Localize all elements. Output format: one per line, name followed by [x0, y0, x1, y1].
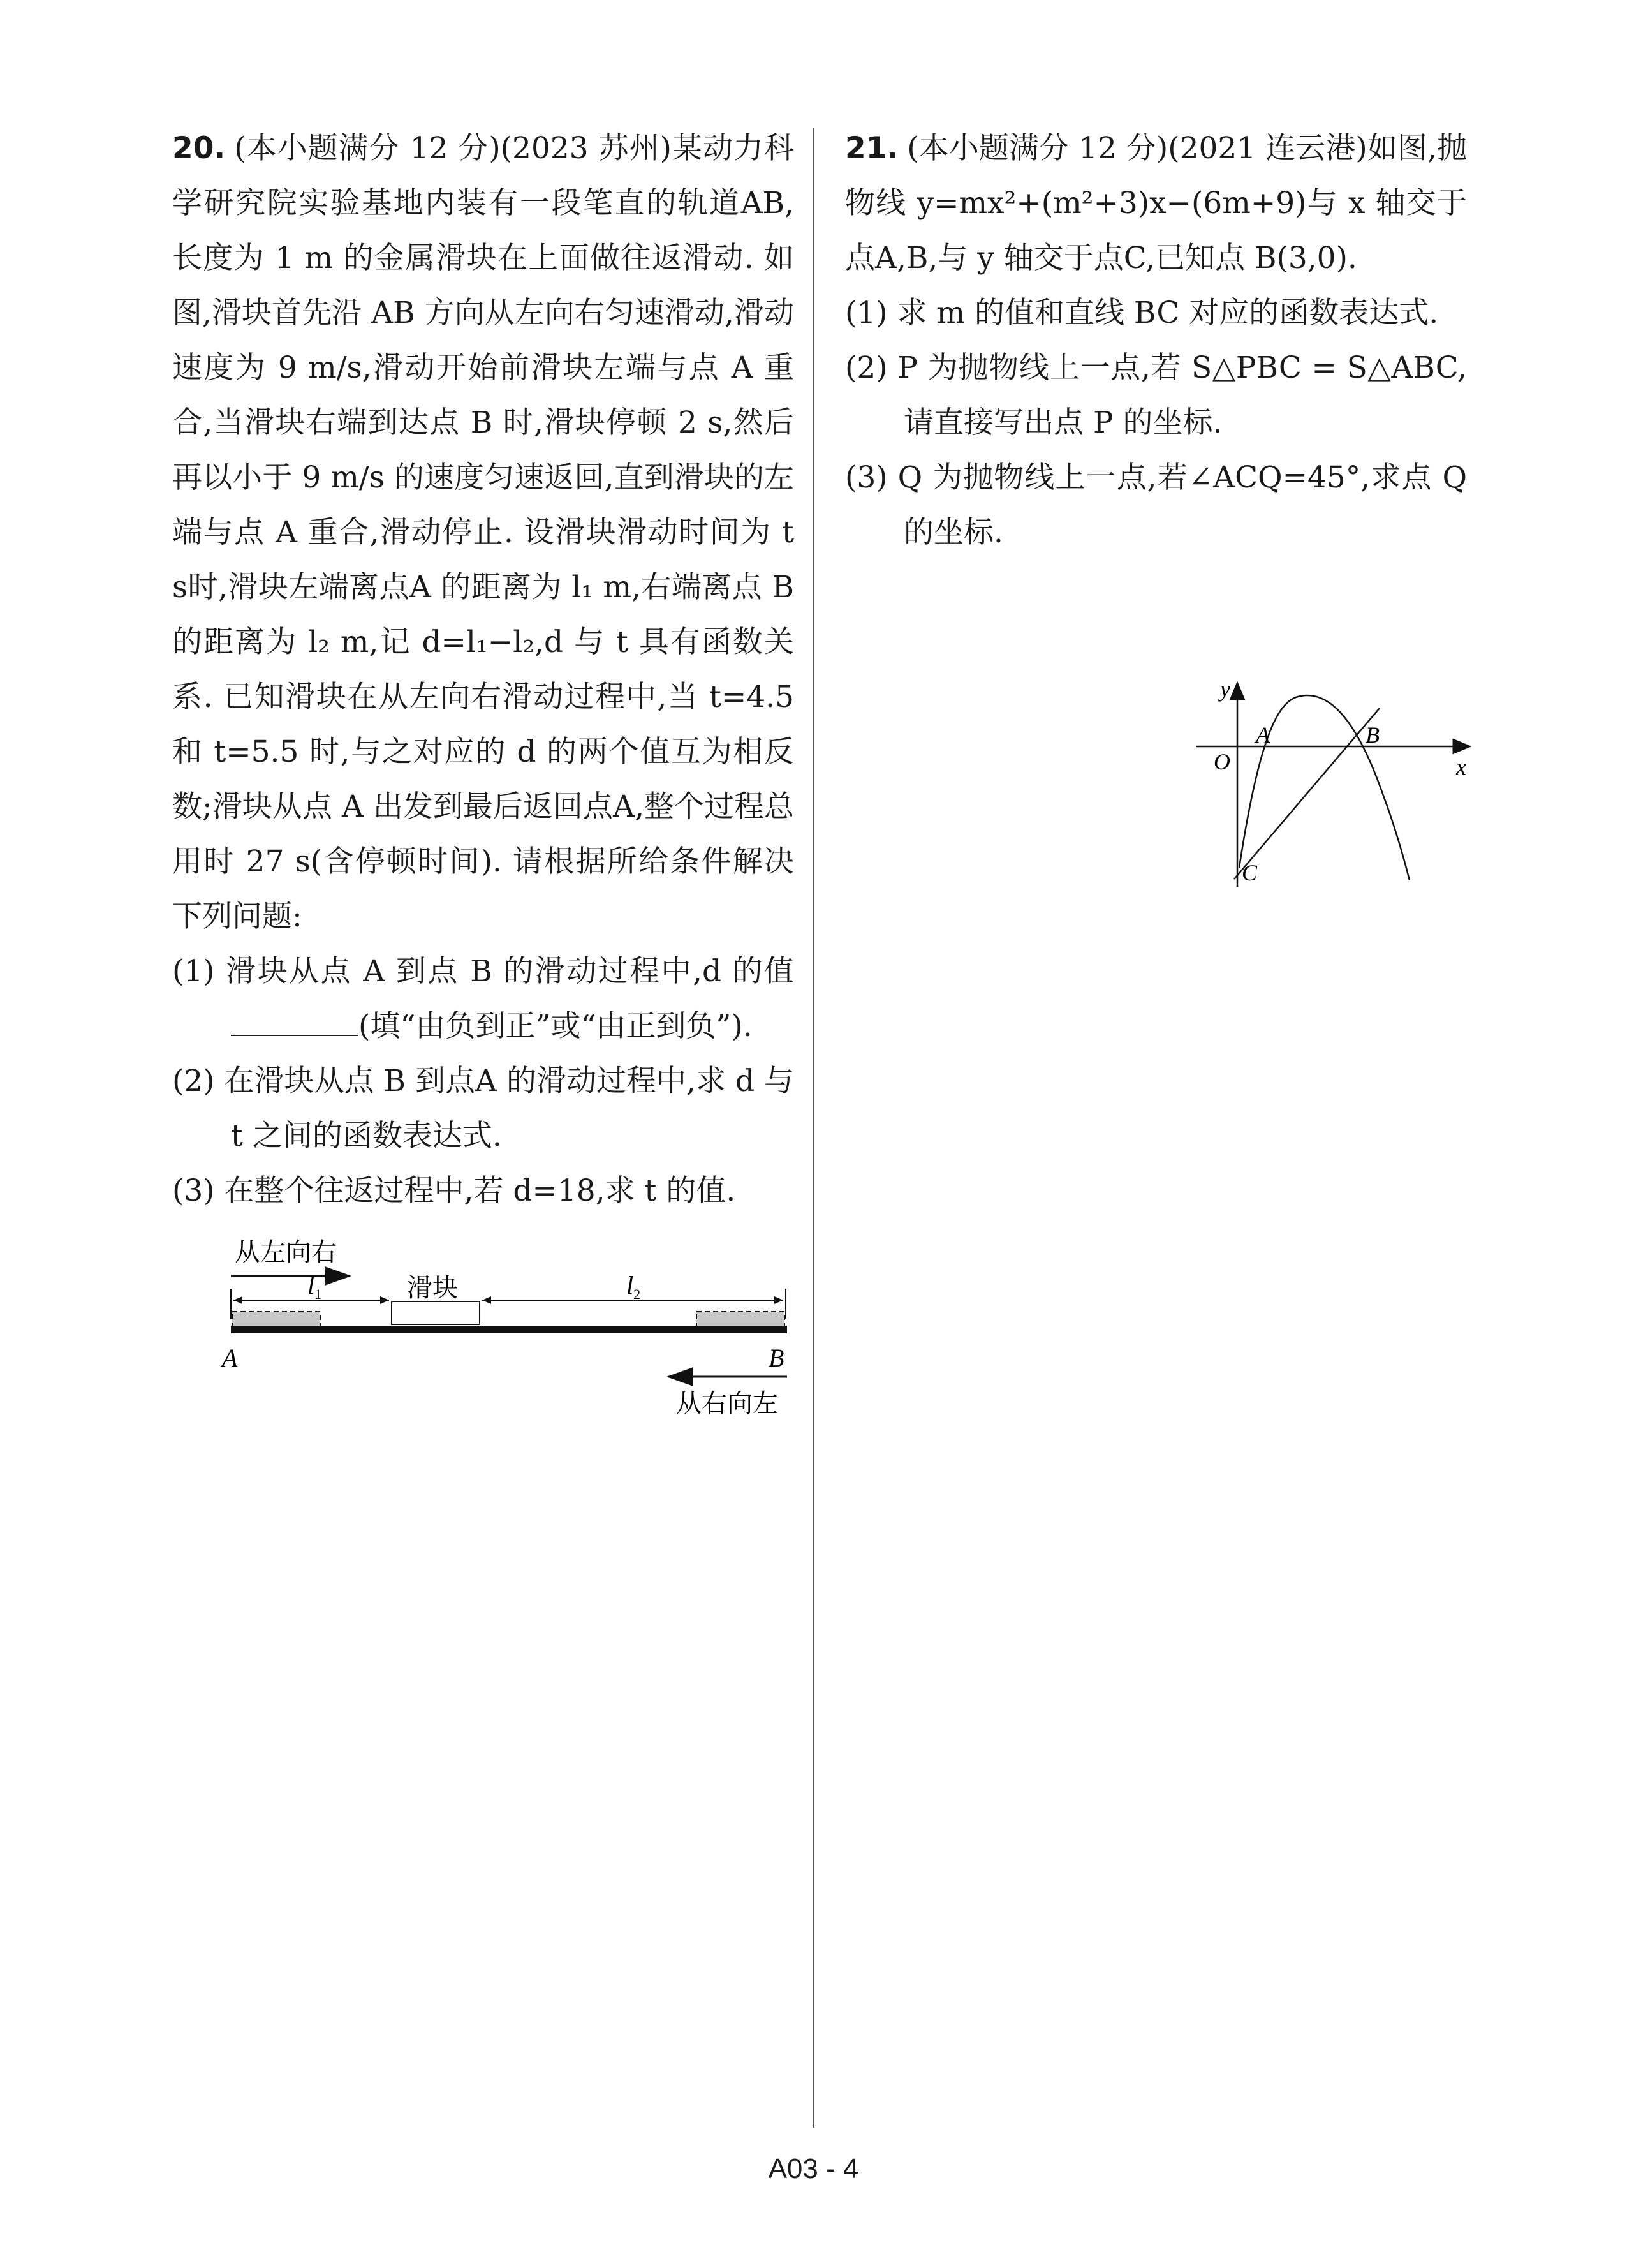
q20-answer-blank[interactable] [231, 1009, 358, 1036]
page-footer: A03 - 4 [768, 2153, 859, 2184]
q20-sub3: (3) 在整个往返过程中,若 d=18,求 t 的值. [172, 1173, 736, 1208]
fig20-label-right-to-left: 从右向左 [676, 1389, 778, 1418]
fig20-slider [392, 1301, 480, 1324]
fig20-ghost-left [232, 1312, 320, 1327]
q21-parabola-figure [1189, 676, 1508, 893]
question-20 [172, 121, 794, 1421]
q20-sub1 [172, 944, 794, 1054]
q21-sub3: (3) Q 为抛物线上一点,若∠ACQ=45°,求点 Q 的坐标. [845, 460, 1467, 550]
fig21-label-A: A [1256, 722, 1270, 748]
fig20-ghost-right [696, 1312, 784, 1327]
fig21-label-B: B [1366, 722, 1380, 748]
column-divider [813, 128, 814, 2128]
question-21 [845, 121, 1467, 886]
fig20-label-left-to-right: 从左向右 [235, 1238, 337, 1266]
fig20-track [231, 1326, 787, 1333]
fig20-label-slider: 滑块 [407, 1273, 458, 1302]
fig20-label-B: B [769, 1344, 784, 1372]
q20-stem: (本小题满分 12 分)(2023 苏州)某动力科学研究院实验基地内装有一段笔直的轨道AB,长度为 1 m 的金属滑块在上面做往返滑动. 如图,滑块首先沿 AB 方向从左向右匀速滑动,滑动速度为 9 m/s,滑动开始前滑块左端与点 A 重合,当滑块右端到达点 B 时,滑块停顿 2 s,然后再以小于 9 m/s 的速度匀速返回,直到滑块的左端与点 A 重合,滑动停止. 设滑块滑动时间为 t s时,滑块左端离点A 的距离为 l₁ m,右端离点 B 的距离为 l₂ m,记 d=l₁−l₂,d 与 t 具有函数关系. 已知滑块在从左向右滑动过程中,当 t=4.5 和 t=5.5 时,与之对应的 d 的两个值互为相反数;滑块从点 A 出发到最后返回点A,整个过程总用时 27 s(含停顿时间). 请根据所给条件解决下列问题: [172, 131, 794, 934]
q21-sub1: (1) 求 m 的值和直线 BC 对应的函数表达式. [845, 295, 1439, 330]
fig21-label-y: y [1220, 676, 1230, 702]
fig21-label-C: C [1242, 860, 1258, 886]
q20-sub2: (2) 在滑块从点 B 到点A 的滑动过程中,求 d 与 t 之间的函数表达式. [172, 1064, 794, 1153]
q21-stem-paragraph [845, 121, 1467, 286]
q20-stem-paragraph [172, 121, 794, 944]
q20-track-figure [172, 1230, 794, 1421]
q21-number: 21. [845, 131, 899, 166]
fig20-label-l2: $l_2$ [626, 1271, 641, 1302]
q20-sub1-text-a: (1) 滑块从点 A 到点 B 的滑动过程中,d 的值 [172, 954, 794, 989]
q20-number: 20. [172, 131, 226, 166]
fig20-label-A: A [222, 1344, 238, 1372]
fig21-label-x: x [1456, 754, 1466, 780]
q20-sub1-text-b: (填“由负到正”或“由正到负”). [358, 1009, 753, 1044]
fig20-label-l1: $l_1$ [307, 1271, 322, 1302]
q21-stem: (本小题满分 12 分)(2021 连云港)如图,抛物线 y=mx²+(m²+3)x−(6m+9)与 x 轴交于点A,B,与 y 轴交于点C,已知点 B(3,0). [845, 131, 1467, 276]
fig21-label-O: O [1214, 749, 1230, 775]
q21-sub2: (2) P 为抛物线上一点,若 S△PBC = S△ABC,请直接写出点 P 的坐标. [845, 350, 1467, 440]
